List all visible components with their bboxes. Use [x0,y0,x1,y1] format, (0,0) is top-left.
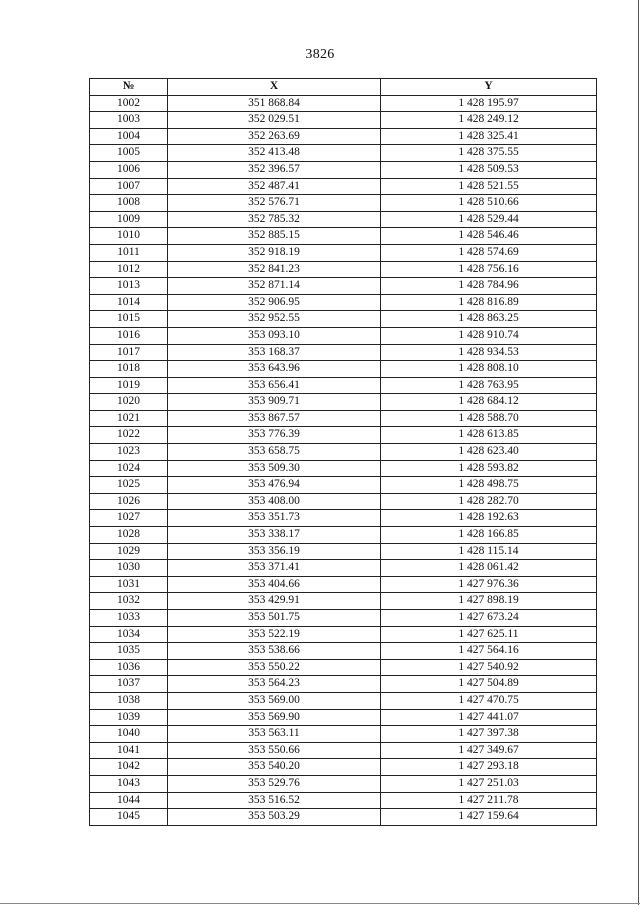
cell-point-number: 1015 [90,311,168,328]
table-row [90,211,597,228]
table-row [90,178,597,195]
cell-x-coordinate: 353 404.66 [168,576,381,593]
cell-point-number: 1036 [90,659,168,676]
cell-point-number: 1020 [90,394,168,411]
table-row [90,128,597,145]
cell-point-number: 1022 [90,427,168,444]
cell-y-coordinate: 1 428 574.69 [381,244,597,261]
cell-y-coordinate: 1 427 470.75 [381,692,597,709]
cell-x-coordinate: 353 509.30 [168,460,381,477]
cell-point-number: 1029 [90,543,168,560]
cell-point-number: 1034 [90,626,168,643]
cell-point-number: 1032 [90,593,168,610]
cell-x-coordinate: 352 263.69 [168,128,381,145]
cell-x-coordinate: 352 906.95 [168,294,381,311]
cell-point-number: 1037 [90,676,168,693]
cell-y-coordinate: 1 428 684.12 [381,394,597,411]
cell-point-number: 1013 [90,278,168,295]
cell-x-coordinate: 353 503.29 [168,809,381,826]
cell-y-coordinate: 1 428 756.16 [381,261,597,278]
cell-point-number: 1017 [90,344,168,361]
cell-x-coordinate: 352 413.48 [168,145,381,162]
table-row [90,361,597,378]
table-row [90,112,597,129]
table-row [90,278,597,295]
cell-x-coordinate: 352 785.32 [168,211,381,228]
cell-point-number: 1014 [90,294,168,311]
cell-x-coordinate: 353 643.96 [168,361,381,378]
cell-y-coordinate: 1 428 784.96 [381,278,597,295]
table-row [90,427,597,444]
cell-y-coordinate: 1 428 510.66 [381,195,597,212]
cell-y-coordinate: 1 427 673.24 [381,610,597,627]
cell-x-coordinate: 353 550.66 [168,742,381,759]
cell-x-coordinate: 352 396.57 [168,161,381,178]
cell-y-coordinate: 1 427 349.67 [381,742,597,759]
cell-x-coordinate: 352 918.19 [168,244,381,261]
cell-x-coordinate: 353 550.22 [168,659,381,676]
table-row [90,610,597,627]
table-row [90,659,597,676]
cell-x-coordinate: 352 885.15 [168,228,381,245]
table-row [90,145,597,162]
cell-x-coordinate: 353 351.73 [168,510,381,527]
table-row [90,460,597,477]
cell-x-coordinate: 353 538.66 [168,643,381,660]
cell-y-coordinate: 1 428 498.75 [381,477,597,494]
cell-point-number: 1042 [90,759,168,776]
cell-point-number: 1039 [90,709,168,726]
table-row [90,527,597,544]
table-row [90,560,597,577]
cell-point-number: 1025 [90,477,168,494]
cell-point-number: 1006 [90,161,168,178]
cell-x-coordinate: 352 871.14 [168,278,381,295]
cell-point-number: 1030 [90,560,168,577]
page-number: 3826 [305,47,335,62]
cell-y-coordinate: 1 428 192.63 [381,510,597,527]
table-body [90,95,597,825]
cell-point-number: 1009 [90,211,168,228]
table-row [90,161,597,178]
cell-point-number: 1045 [90,809,168,826]
table-row [90,327,597,344]
cell-x-coordinate: 353 429.91 [168,593,381,610]
cell-y-coordinate: 1 427 898.19 [381,593,597,610]
cell-y-coordinate: 1 428 808.10 [381,361,597,378]
cell-point-number: 1002 [90,95,168,112]
coordinates-table [89,78,597,826]
cell-x-coordinate: 353 867.57 [168,410,381,427]
cell-point-number: 1005 [90,145,168,162]
table-row [90,344,597,361]
cell-x-coordinate: 353 516.52 [168,792,381,809]
cell-x-coordinate: 353 909.71 [168,394,381,411]
table-row [90,261,597,278]
table-row [90,759,597,776]
cell-y-coordinate: 1 428 588.70 [381,410,597,427]
table-row [90,394,597,411]
cell-x-coordinate: 353 529.76 [168,775,381,792]
table-row [90,792,597,809]
column-header-number: № [90,79,168,96]
cell-point-number: 1019 [90,377,168,394]
cell-x-coordinate: 353 371.41 [168,560,381,577]
cell-point-number: 1010 [90,228,168,245]
cell-point-number: 1035 [90,643,168,660]
cell-x-coordinate: 353 569.00 [168,692,381,709]
table-row [90,493,597,510]
cell-point-number: 1026 [90,493,168,510]
page-edge-bottom [0,903,640,904]
cell-y-coordinate: 1 428 325.41 [381,128,597,145]
cell-x-coordinate: 352 487.41 [168,178,381,195]
cell-point-number: 1027 [90,510,168,527]
cell-y-coordinate: 1 428 529.44 [381,211,597,228]
table-row [90,692,597,709]
cell-x-coordinate: 352 841.23 [168,261,381,278]
cell-x-coordinate: 353 356.19 [168,543,381,560]
cell-point-number: 1031 [90,576,168,593]
table-row [90,244,597,261]
cell-y-coordinate: 1 428 166.85 [381,527,597,544]
cell-y-coordinate: 1 427 251.03 [381,775,597,792]
cell-point-number: 1038 [90,692,168,709]
cell-point-number: 1016 [90,327,168,344]
cell-point-number: 1023 [90,444,168,461]
cell-x-coordinate: 351 868.84 [168,95,381,112]
cell-y-coordinate: 1 428 546.46 [381,228,597,245]
table-row [90,195,597,212]
cell-y-coordinate: 1 427 293.18 [381,759,597,776]
cell-y-coordinate: 1 428 613.85 [381,427,597,444]
cell-point-number: 1011 [90,244,168,261]
cell-point-number: 1041 [90,742,168,759]
cell-point-number: 1043 [90,775,168,792]
cell-x-coordinate: 353 093.10 [168,327,381,344]
table-row [90,311,597,328]
table-row [90,742,597,759]
cell-y-coordinate: 1 428 623.40 [381,444,597,461]
cell-y-coordinate: 1 428 763.95 [381,377,597,394]
cell-y-coordinate: 1 428 593.82 [381,460,597,477]
table-row [90,593,597,610]
cell-x-coordinate: 353 540.20 [168,759,381,776]
cell-point-number: 1007 [90,178,168,195]
table-row [90,676,597,693]
cell-x-coordinate: 353 658.75 [168,444,381,461]
cell-x-coordinate: 353 338.17 [168,527,381,544]
table-row [90,477,597,494]
cell-point-number: 1033 [90,610,168,627]
cell-point-number: 1004 [90,128,168,145]
cell-y-coordinate: 1 428 910.74 [381,327,597,344]
cell-point-number: 1012 [90,261,168,278]
cell-y-coordinate: 1 428 863.25 [381,311,597,328]
cell-point-number: 1028 [90,527,168,544]
table-row [90,444,597,461]
table-row [90,510,597,527]
table-row [90,294,597,311]
cell-y-coordinate: 1 428 249.12 [381,112,597,129]
cell-x-coordinate: 353 656.41 [168,377,381,394]
table-row [90,377,597,394]
cell-point-number: 1044 [90,792,168,809]
cell-y-coordinate: 1 428 934.53 [381,344,597,361]
cell-x-coordinate: 353 776.39 [168,427,381,444]
cell-y-coordinate: 1 427 540.92 [381,659,597,676]
cell-y-coordinate: 1 428 521.55 [381,178,597,195]
table-row [90,775,597,792]
table-row [90,626,597,643]
table-row [90,576,597,593]
cell-x-coordinate: 353 563.11 [168,726,381,743]
table-row [90,228,597,245]
cell-point-number: 1008 [90,195,168,212]
cell-y-coordinate: 1 428 115.14 [381,543,597,560]
cell-y-coordinate: 1 428 195.97 [381,95,597,112]
cell-point-number: 1021 [90,410,168,427]
cell-x-coordinate: 353 168.37 [168,344,381,361]
cell-point-number: 1040 [90,726,168,743]
cell-y-coordinate: 1 427 625.11 [381,626,597,643]
cell-y-coordinate: 1 428 061.42 [381,560,597,577]
table-header-row [90,79,597,96]
cell-y-coordinate: 1 427 564.16 [381,643,597,660]
table-row [90,709,597,726]
cell-point-number: 1024 [90,460,168,477]
cell-x-coordinate: 353 569.90 [168,709,381,726]
cell-x-coordinate: 353 476.94 [168,477,381,494]
cell-y-coordinate: 1 427 504.89 [381,676,597,693]
cell-x-coordinate: 352 029.51 [168,112,381,129]
cell-y-coordinate: 1 427 397.38 [381,726,597,743]
cell-y-coordinate: 1 428 816.89 [381,294,597,311]
column-header-x: X [168,79,381,96]
table-row [90,543,597,560]
cell-x-coordinate: 352 576.71 [168,195,381,212]
cell-point-number: 1018 [90,361,168,378]
cell-x-coordinate: 353 522.19 [168,626,381,643]
cell-y-coordinate: 1 428 282.70 [381,493,597,510]
cell-y-coordinate: 1 427 976.36 [381,576,597,593]
cell-x-coordinate: 353 501.75 [168,610,381,627]
cell-y-coordinate: 1 427 211.78 [381,792,597,809]
cell-x-coordinate: 353 564.23 [168,676,381,693]
cell-x-coordinate: 352 952.55 [168,311,381,328]
cell-point-number: 1003 [90,112,168,129]
table-row [90,726,597,743]
column-header-y: Y [381,79,597,96]
table-row [90,809,597,826]
cell-y-coordinate: 1 428 509.53 [381,161,597,178]
cell-y-coordinate: 1 428 375.55 [381,145,597,162]
cell-x-coordinate: 353 408.00 [168,493,381,510]
table-row [90,410,597,427]
table-row [90,95,597,112]
cell-y-coordinate: 1 427 441.07 [381,709,597,726]
table-row [90,643,597,660]
cell-y-coordinate: 1 427 159.64 [381,809,597,826]
page-edge-right [638,0,639,905]
